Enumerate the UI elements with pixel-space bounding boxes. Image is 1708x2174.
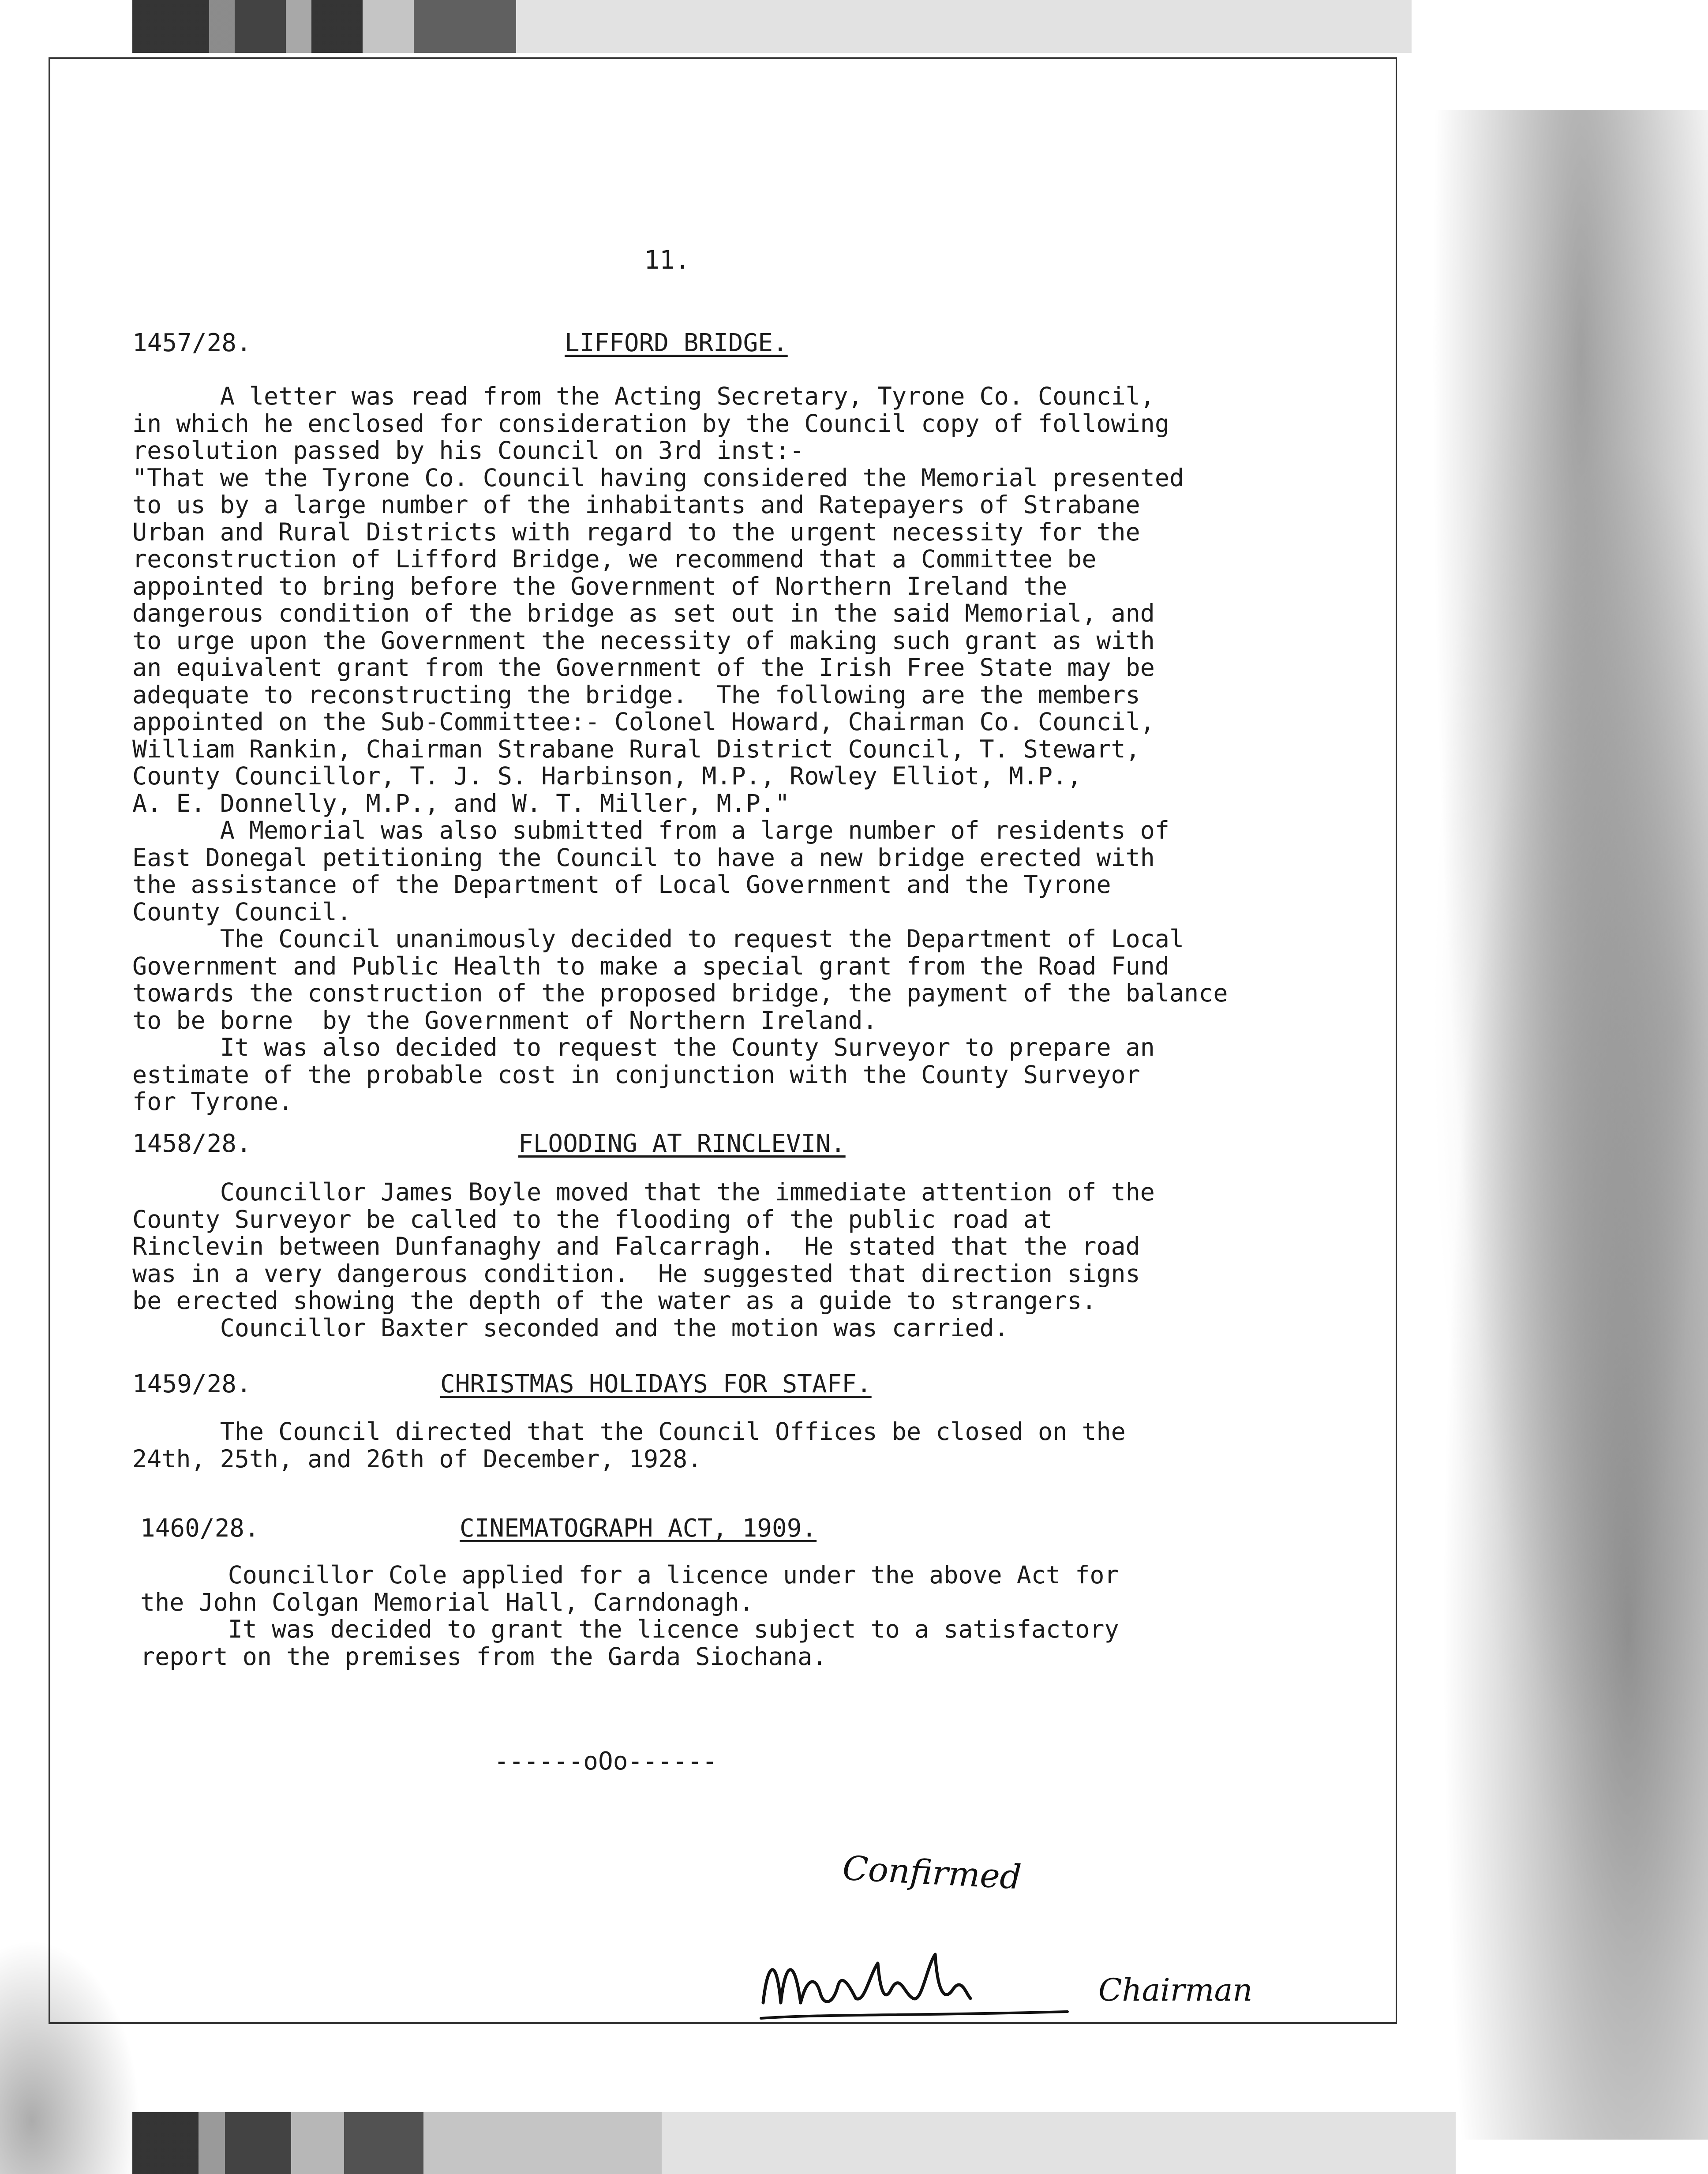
- handwritten-confirmed: Confirmed: [841, 1848, 1023, 1897]
- item-heading-flooding: FLOODING AT RINCLEVIN.: [518, 1129, 846, 1158]
- section-divider: ------oOo------: [494, 1747, 717, 1776]
- handwritten-chairman: Chairman: [1098, 1972, 1253, 2008]
- chairman-signature: [759, 1937, 1076, 2034]
- item-ref-1458: 1458/28.: [132, 1129, 251, 1158]
- item-body-cinematograph: Councillor Cole applied for a licence under the above Act for the John Colgan Memorial Hall, Carndonagh. It was decided to grant the licence subject to a satisfactory report on the premises from the Garda Siochana.: [140, 1561, 1119, 1671]
- item-body-christmas: The Council directed that the Council Offices be closed on the 24th, 25th, and 26th of December, 1928.: [132, 1417, 1126, 1473]
- item-ref-1460: 1460/28.: [140, 1514, 259, 1543]
- item-ref-1459: 1459/28.: [132, 1370, 251, 1398]
- item-ref-1457: 1457/28.: [132, 329, 251, 357]
- item-body-flooding: Councillor James Boyle moved that the immediate attention of the County Surveyor be called to the flooding of the public road at Rinclevin between Dunfanaghy and Falcarragh. He stated that the road was in a very dangerous condition. He suggested that direction signs be erected showing the depth of the water as a guide to strangers. Councillor Baxter seconded and the motion was carried.: [132, 1178, 1155, 1342]
- item-heading-christmas: CHRISTMAS HOLIDAYS FOR STAFF.: [440, 1370, 872, 1398]
- page-number: 11.: [644, 245, 690, 275]
- item-body-lifford-bridge: A letter was read from the Acting Secretary, Tyrone Co. Council, in which he enclosed for consideration by the Council copy of following resolution passed by his Council on 3rd inst:- "That we the Tyrone Co. Council having considered the Memorial presented to us by a large number of the inhabitants and Ratepayers of Strabane Urban and Rural Districts with regard to the urgent necessity for the reconstruction of Lifford Bridge, we recommend that a Committee be appointed to bring before the Government of Northern Ireland the dangerous condition of the bridge as set out in the said Memorial, and to urge upon the Government the necessity of making such grant as with an equivalent grant from the Government of the Irish Free State may be adequate to reconstructing the bridge. The following are the members appointed on the Sub-Committee:- Colonel Howard, Chairman Co. Council, William Rankin, Chairman Strabane Rural District Council, T. Stewart, County Councillor, T. J. S. Harbinson, M.P., Rowley Elliot, M.P., A. E. Donnelly, M.P., and W. T. Miller, M.P." A Memorial was also submitted from a large number of residents of East Donegal petitioning the Council to have a new bridge erected with the assistance of the Department of Local Government and the Tyrone County Council. The Council unanimously decided to request the Department of Local Government and Public Health to make a special grant from the Road Fund towards the construction of the proposed bridge, the payment of the balance to be borne by the Government of Northern Ireland. It was also decided to request the County Surveyor to prepare an estimate of the probable cost in conjunction with the County Surveyor for Tyrone.: [132, 382, 1228, 1116]
- item-heading-lifford-bridge: LIFFORD BRIDGE.: [565, 329, 788, 357]
- item-heading-cinematograph: CINEMATOGRAPH ACT, 1909.: [460, 1514, 817, 1543]
